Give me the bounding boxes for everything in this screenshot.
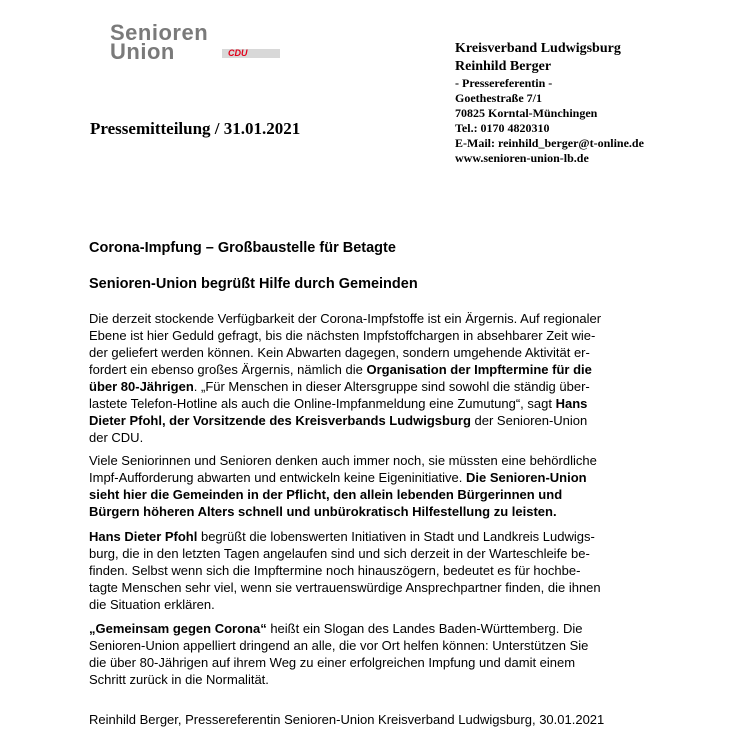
paragraph-line: Senioren-Union appelliert dringend an alle, die vor Ort helfen können: Unterstützen Sie xyxy=(89,638,589,653)
sender-street: Goethestraße 7/1 xyxy=(455,91,542,105)
bold-run: Hans Dieter Pfohl xyxy=(89,529,198,544)
bold-run: Bürgern höheren Alters schnell und unbürokratisch Hilfestellung zu leisten. xyxy=(89,504,557,519)
paragraph-3 xyxy=(89,528,679,613)
bold-run: „Gemeinsam gegen Corona“ xyxy=(89,621,267,636)
text-run: der Senioren-Union xyxy=(470,413,588,428)
paragraph-line: Die derzeit stockende Verfügbarkeit der Corona-Impfstoffe ist ein Ärgernis. Auf regionaler xyxy=(89,311,602,326)
bold-run: Dieter Pfohl, der Vorsitzende des Kreisverbands Ludwigsburg xyxy=(89,413,471,428)
paragraph-line: der CDU. xyxy=(89,430,144,445)
bold-run: sieht hier die Gemeinden in der Pflicht, den allein lebenden Bürgerinnen und xyxy=(89,487,563,502)
logo-line-2: Union xyxy=(110,39,175,64)
logo-cdu: CDU xyxy=(228,48,248,58)
text-run: fordert ein ebenso großes Ärgernis, nämlich die xyxy=(89,362,367,377)
paragraph-4 xyxy=(89,620,679,688)
logo-line-1: Senioren xyxy=(110,20,209,45)
paragraph-line: die Situation erklären. xyxy=(89,597,215,612)
paragraph-1 xyxy=(89,310,679,446)
paragraph-line: der geliefert werden können. Kein Abwarten dagegen, sondern umgehende Aktivität er- xyxy=(89,345,590,360)
paragraph-line xyxy=(89,528,679,545)
paragraph-line xyxy=(89,361,679,378)
sender-email: E-Mail: reinhild_berger@t-online.de xyxy=(455,136,644,150)
paragraph-line xyxy=(89,395,679,412)
paragraph-line: Viele Seniorinnen und Senioren denken auch immer noch, sie müssten eine behördliche xyxy=(89,453,597,468)
paragraph-line xyxy=(89,620,679,637)
paragraph-line xyxy=(89,412,679,429)
press-release-title: Pressemitteilung / 31.01.2021 xyxy=(90,119,301,138)
paragraph-line: burg, die in den letzten Tagen angelaufen sind und sich derzeit in der Warteschleife be- xyxy=(89,546,590,561)
paragraph-line: die über 80-Jährigen auf ihrem Weg zu einer erfolgreichen Impfung und damit einem xyxy=(89,655,576,670)
paragraph-line: Schritt zurück in die Normalität. xyxy=(89,672,269,687)
sender-role: - Pressereferentin - xyxy=(455,76,553,90)
sender-address-block xyxy=(455,40,644,166)
sender-web: www.senioren-union-lb.de xyxy=(455,151,589,165)
sender-phone: Tel.: 0170 4820310 xyxy=(455,121,550,135)
sender-org: Kreisverband Ludwigsburg xyxy=(455,41,621,56)
bold-run: Hans xyxy=(555,396,588,411)
text-run: heißt ein Slogan des Landes Baden-Württemberg. Die xyxy=(266,621,583,636)
sender-city: 70825 Korntal-Münchingen xyxy=(455,106,598,120)
paragraph-2 xyxy=(89,452,679,520)
paragraph-line xyxy=(89,486,679,503)
paragraph-line: tagte Menschen sehr viel, wenn sie vertrauenswürdige Ansprechpartner finden, die ihnen xyxy=(89,580,601,595)
paragraph-line xyxy=(89,503,679,520)
bold-run: Die Senioren-Union xyxy=(465,470,587,485)
paragraph-line xyxy=(89,378,679,395)
subheadline: Senioren-Union begrüßt Hilfe durch Gemeinden xyxy=(89,276,418,292)
text-run: lastete Telefon-Hotline als auch die Online-Impfanmeldung eine Zumutung“, sagt xyxy=(89,396,556,411)
paragraph-line: Ebene ist hier Geduld gefragt, bis die nächsten Impfstoffchargen in absehbarer Zeit wie- xyxy=(89,328,596,343)
headline: Corona-Impfung – Großbaustelle für Betagte xyxy=(89,240,396,256)
text-run: . „Für Menschen in dieser Altersgruppe sind sowohl die ständig über- xyxy=(193,379,590,394)
bold-run: über 80-Jährigen xyxy=(89,379,194,394)
sender-name: Reinhild Berger xyxy=(455,59,552,74)
paragraph-line xyxy=(89,469,679,486)
footer-signature: Reinhild Berger, Pressereferentin Senioren-Union Kreisverband Ludwigsburg, 30.01.2021 xyxy=(89,712,605,727)
paragraph-line: finden. Selbst wenn sich die Impftermine noch hinauszögern, bedeutet es für hochbe- xyxy=(89,563,581,578)
text-run: begrüßt die lobenswerten Initiativen in Stadt und Landkreis Ludwigs- xyxy=(197,529,595,544)
bold-run: Organisation der Impftermine für die xyxy=(366,362,592,377)
text-run: Impf-Aufforderung abwarten und entwickeln keine Eigeninitiative. xyxy=(89,470,466,485)
senioren-union-logo xyxy=(110,22,285,62)
